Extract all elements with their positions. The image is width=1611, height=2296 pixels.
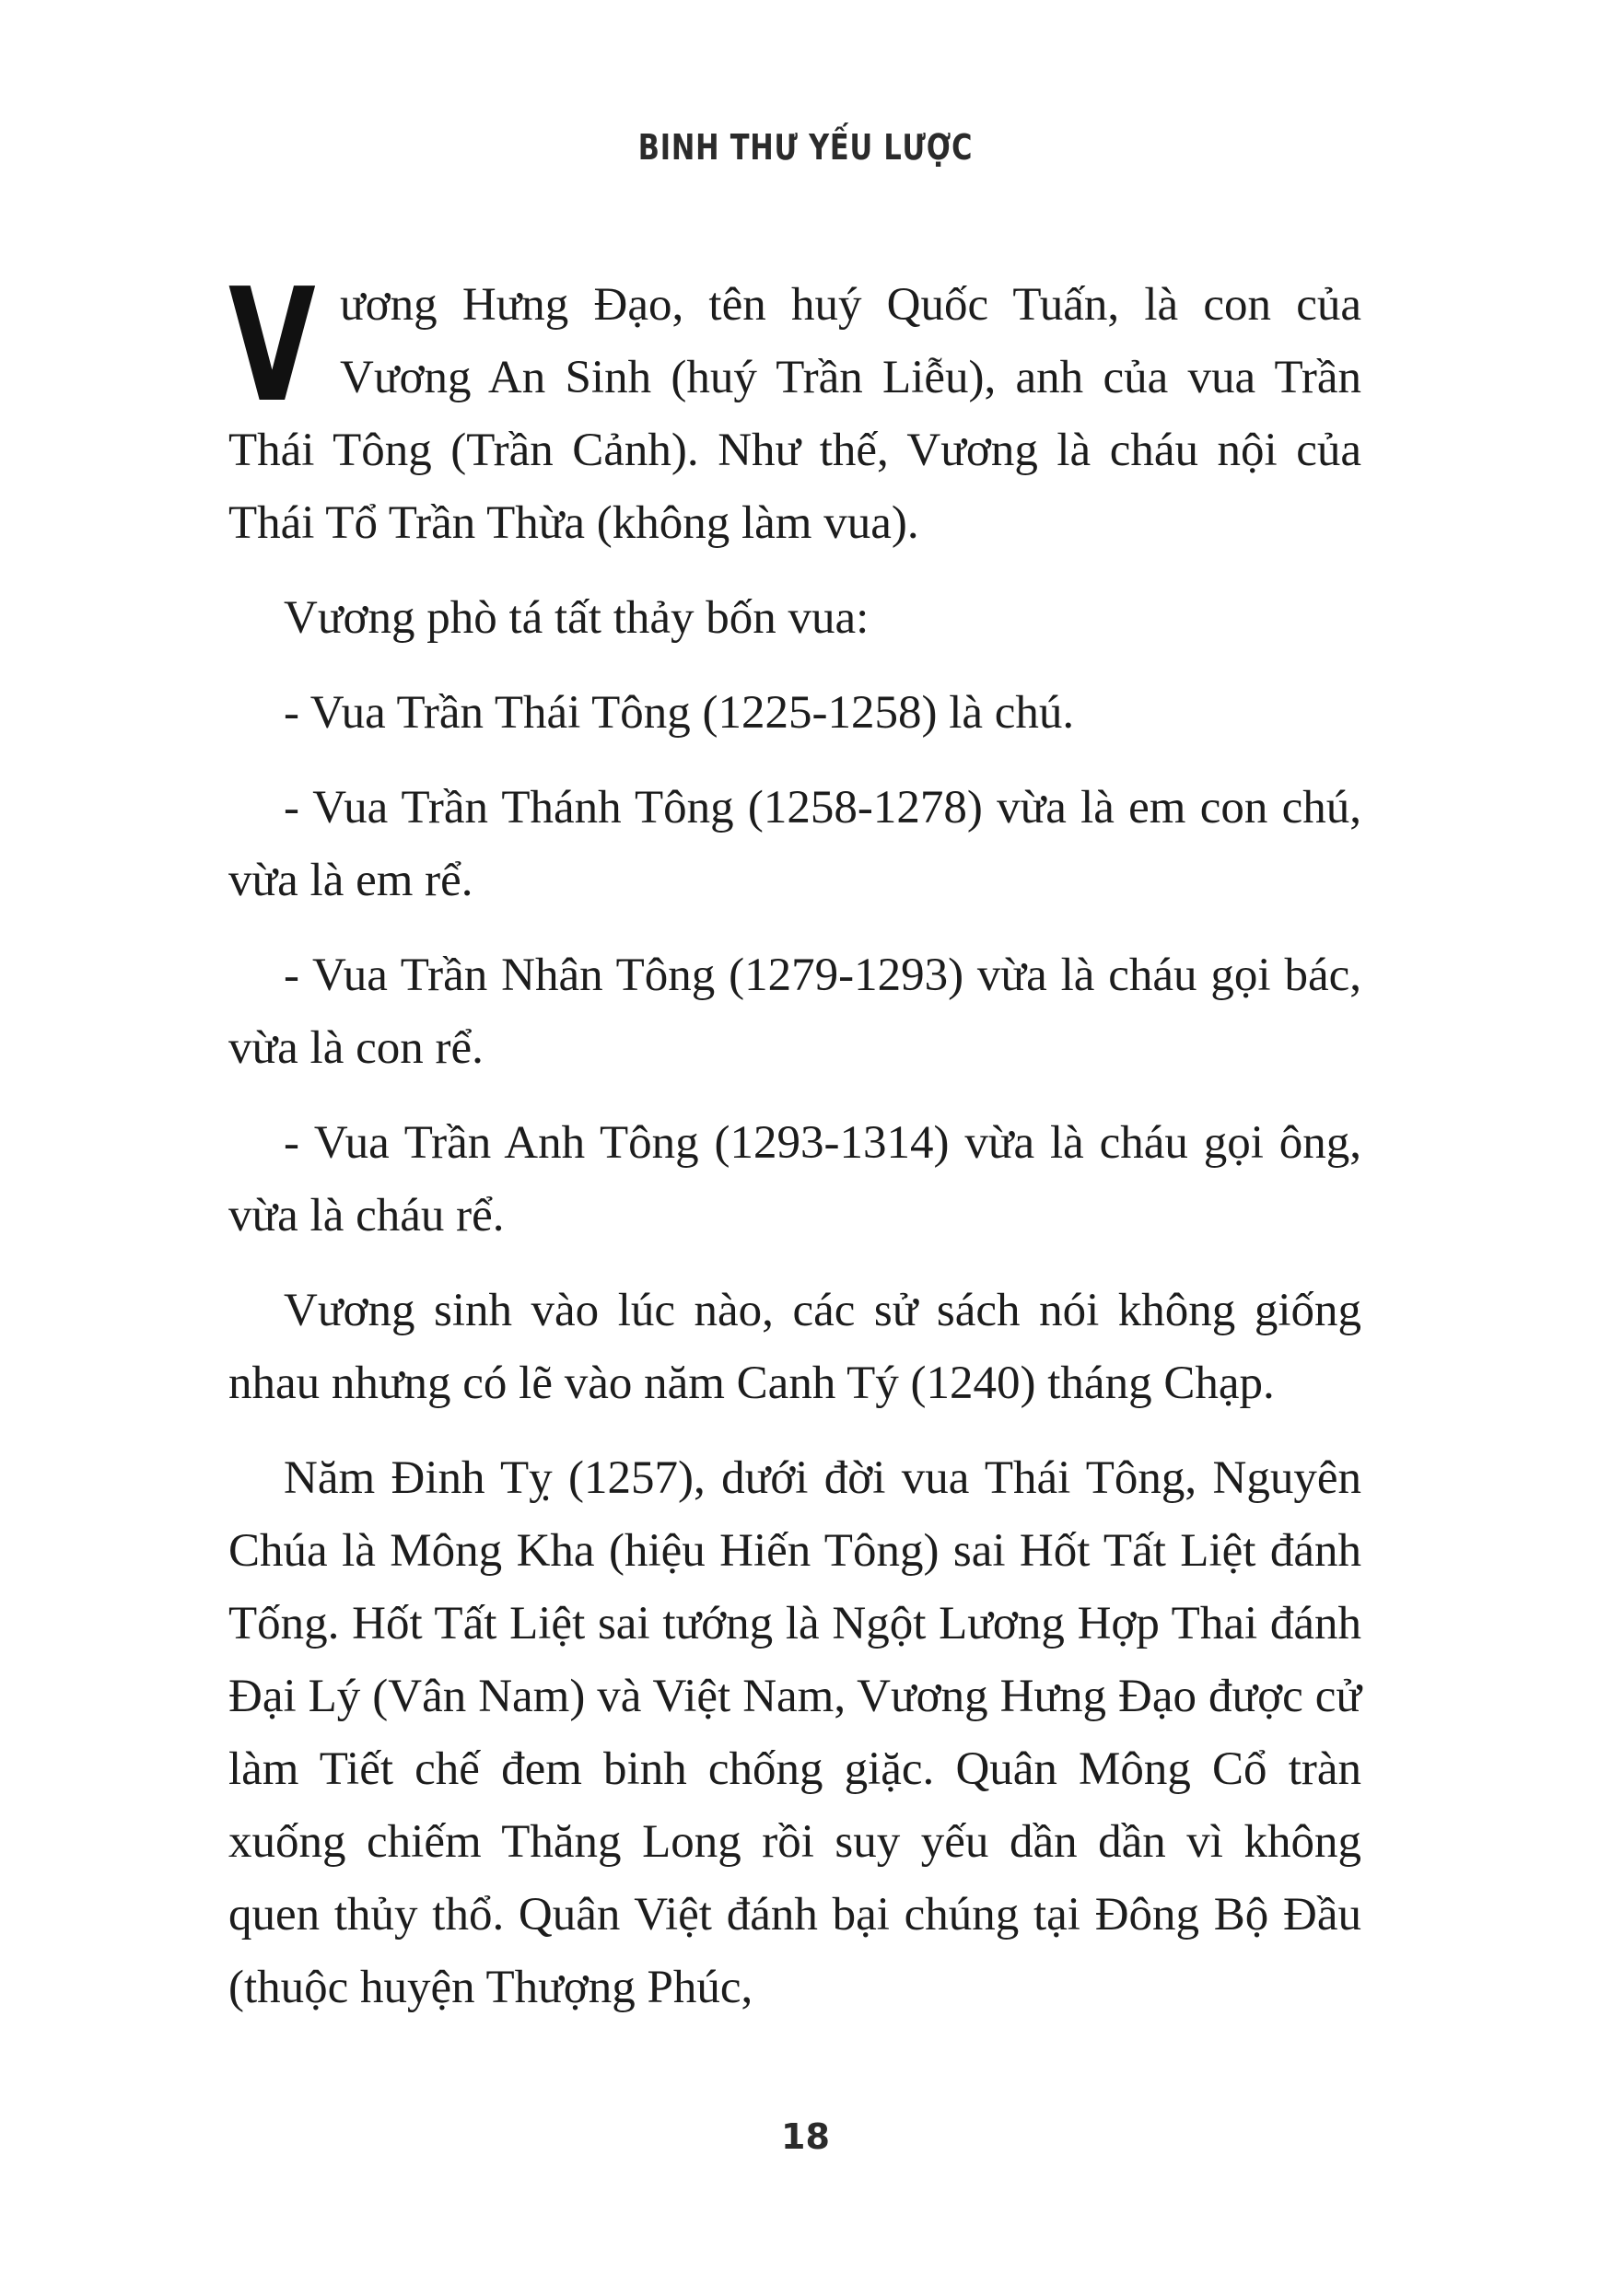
page-number: 18 [781, 2116, 830, 2157]
body-text [228, 255, 1361, 2046]
paragraph-birth: Vương sinh vào lúc nào, các sử sách nói không giống nhau nhưng có lẽ vào năm Canh Tý (1240) tháng Chạp. [228, 1285, 1361, 1409]
list-item-king-4: - Vua Trần Anh Tông (1293-1314) vừa là cháu gọi ông, vừa là cháu rể. [228, 1117, 1361, 1241]
paragraph-1257: Năm Đinh Tỵ (1257), dưới đời vua Thái Tông, Nguyên Chúa là Mông Kha (hiệu Hiến Tông) sai Hốt Tất Liệt đánh Tống. Hốt Tất Liệt sai tướng là Ngột Lương Hợp Thai đánh Đại Lý (Vân Nam) và Việt Nam, Vương Hưng Đạo được cử làm Tiết chế đem binh chống giặc. Quân Mông Cổ tràn xuống chiếm Thăng Long rồi suy yếu dần dần vì không quen thủy thổ. Quân Việt đánh bại chúng tại Đông Bộ Đầu (thuộc huyện Thượng Phúc, [228, 1452, 1361, 2013]
paragraph-1 [228, 255, 1361, 560]
list-item-king-3: - Vua Trần Nhân Tông (1279-1293) vừa là cháu gọi bác, vừa là con rể. [228, 950, 1361, 1074]
paragraph-1-text: ương Hưng Đạo, tên huý Quốc Tuấn, là con của Vương An Sinh (huý Trần Liễu), anh của vua Trần Thái Tông (Trần Cảnh). Như thế, Vương là cháu nội của Thái Tổ Trần Thừa (không làm vua). [228, 279, 1361, 549]
paragraph-2: Vương phò tá tất thảy bốn vua: [284, 592, 870, 644]
drop-cap: V [228, 255, 316, 437]
list-item-king-1: - Vua Trần Thái Tông (1225-1258) là chú. [284, 687, 1075, 739]
list-item-king-2: - Vua Trần Thánh Tông (1258-1278) vừa là em con chú, vừa là em rể. [228, 782, 1361, 906]
running-header-title: BINH THƯ YẾU LƯỢC [637, 127, 974, 168]
